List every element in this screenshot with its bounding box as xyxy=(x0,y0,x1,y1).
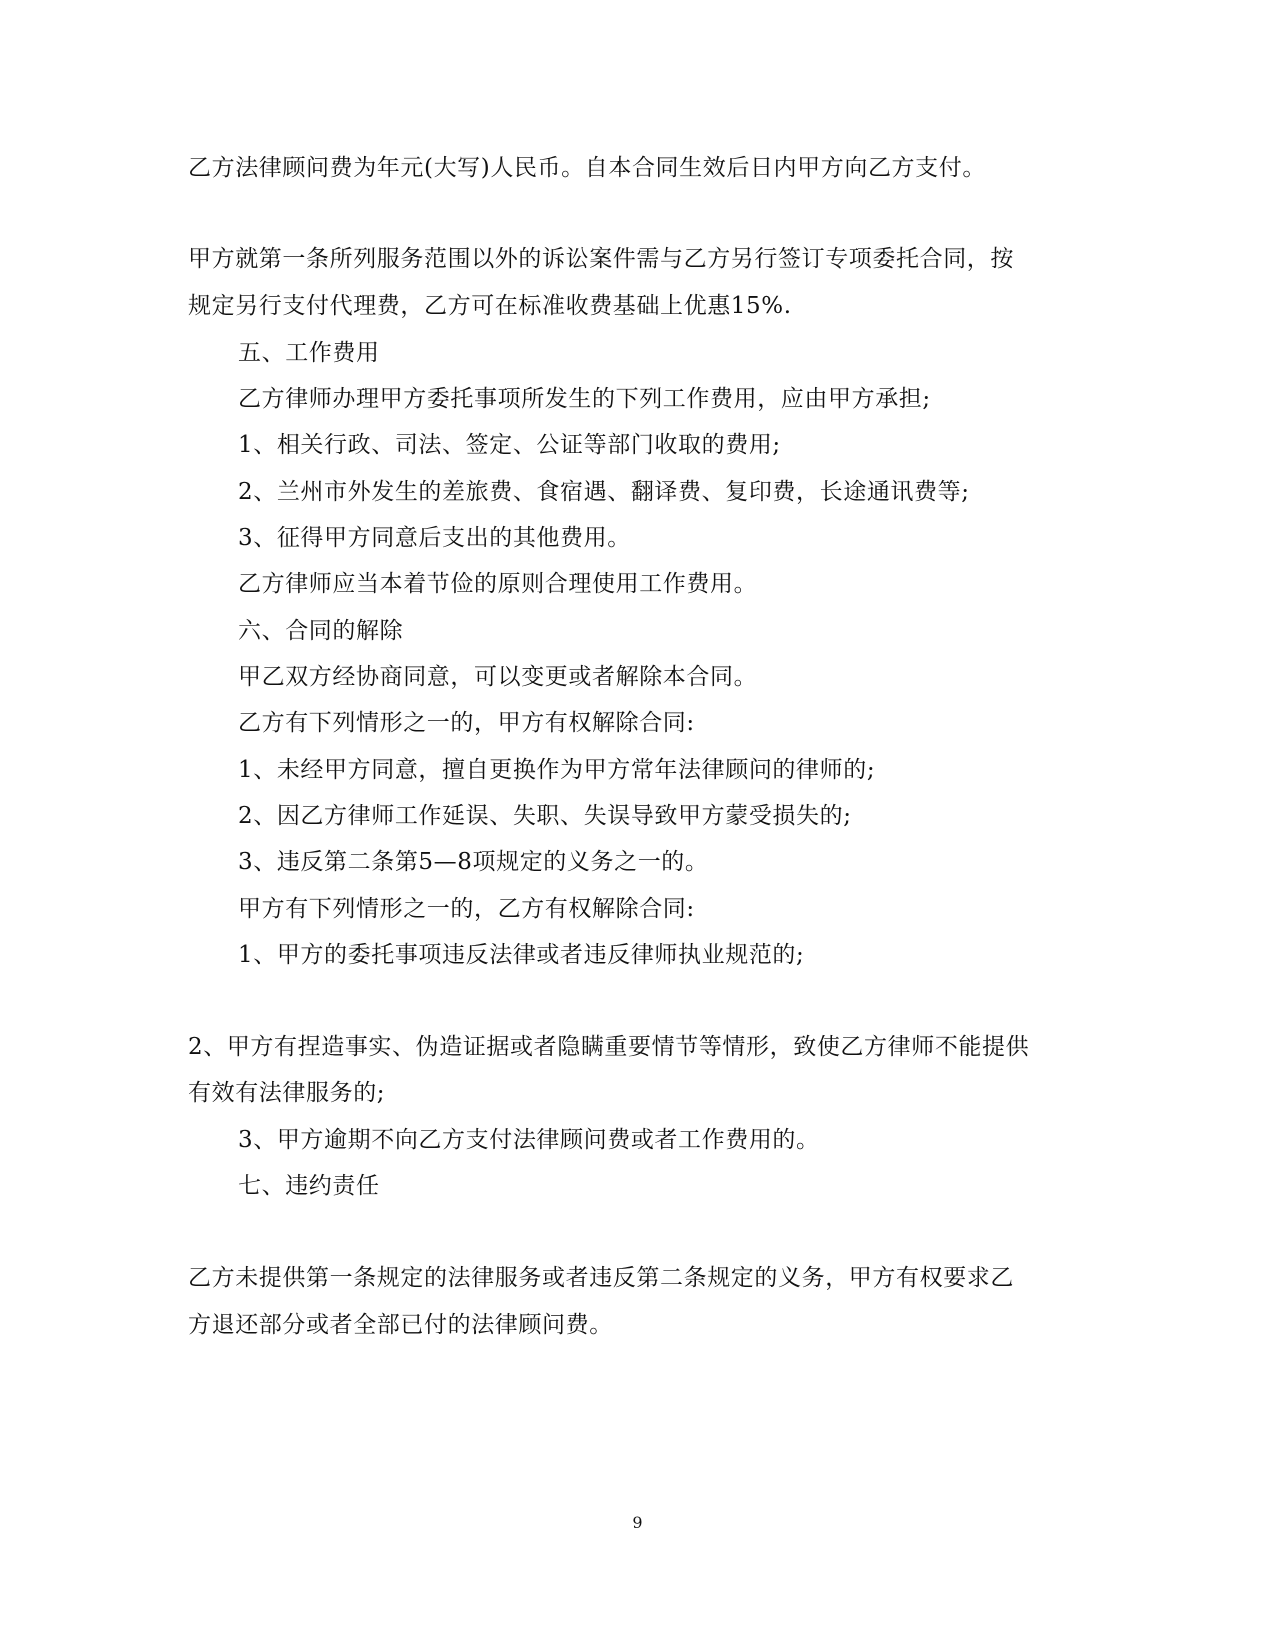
section-heading-liability: 七、违约责任 xyxy=(238,1173,380,1199)
paragraph-liability-line-2: 方退还部分或者全部已付的法律顾问费。 xyxy=(188,1312,613,1338)
list-item-a-termination-3: 3、违反第二条第5—8项规定的义务之一的。 xyxy=(238,849,709,875)
list-item-a-termination-1: 1、未经甲方同意，擅自更换作为甲方常年法律顾问的律师的; xyxy=(238,757,876,783)
section-heading-work-expenses: 五、工作费用 xyxy=(238,340,380,366)
paragraph-expenses-intro: 乙方律师办理甲方委托事项所发生的下列工作费用，应由甲方承担; xyxy=(238,386,931,412)
list-item-b-termination-3: 3、甲方逾期不向乙方支付法律顾问费或者工作费用的。 xyxy=(238,1127,820,1153)
list-item-b-termination-2-line-1: 2、甲方有捏造事实、伪造证据或者隐瞒重要情节等情形，致使乙方律师不能提供 xyxy=(188,1034,1030,1060)
paragraph-mutual-termination: 甲乙双方经协商同意，可以变更或者解除本合同。 xyxy=(238,664,758,690)
paragraph-extra-litigation-line-1: 甲方就第一条所列服务范围以外的诉讼案件需与乙方另行签订专项委托合同，按 xyxy=(188,246,1014,272)
section-heading-termination: 六、合同的解除 xyxy=(238,618,404,644)
paragraph-party-a-may-terminate: 乙方有下列情形之一的，甲方有权解除合同: xyxy=(238,710,695,736)
list-item-a-termination-2: 2、因乙方律师工作延误、失职、失误导致甲方蒙受损失的; xyxy=(238,803,852,829)
paragraph-party-b-may-terminate: 甲方有下列情形之一的，乙方有权解除合同: xyxy=(238,896,695,922)
paragraph-extra-litigation-line-2: 规定另行支付代理费，乙方可在标准收费基础上优惠15%. xyxy=(188,293,792,319)
list-item-expense-3: 3、征得甲方同意后支出的其他费用。 xyxy=(238,525,631,551)
list-item-expense-1: 1、相关行政、司法、签定、公证等部门收取的费用; xyxy=(238,432,781,458)
list-item-expense-2: 2、兰州市外发生的差旅费、食宿遇、翻译费、复印费，长途通讯费等; xyxy=(238,479,970,505)
paragraph-expenses-frugal: 乙方律师应当本着节俭的原则合理使用工作费用。 xyxy=(238,571,758,597)
paragraph-liability-line-1: 乙方未提供第一条规定的法律服务或者违反第二条规定的义务，甲方有权要求乙 xyxy=(188,1265,1014,1291)
list-item-b-termination-2-line-2: 有效有法律服务的; xyxy=(188,1080,386,1106)
paragraph-fee-amount: 乙方法律顾问费为年元(大写)人民币。自本合同生效后日内甲方向乙方支付。 xyxy=(188,155,986,181)
list-item-b-termination-1: 1、甲方的委托事项违反法律或者违反律师执业规范的; xyxy=(238,942,805,968)
page-number: 9 xyxy=(632,1513,643,1532)
